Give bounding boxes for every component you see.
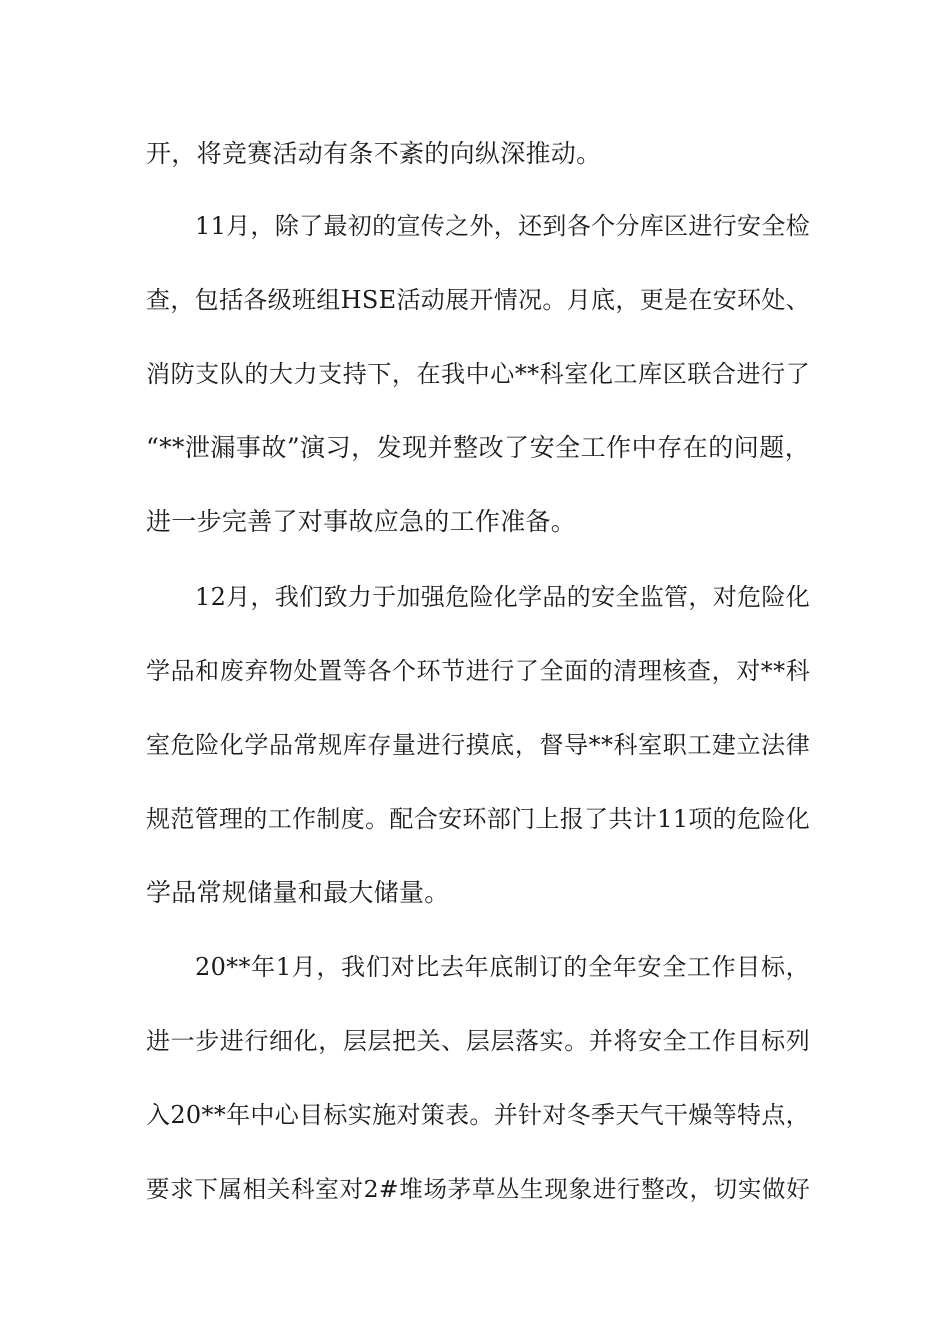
text-line: 20**年1月，我们对比去年底制订的全年安全工作目标，	[195, 953, 810, 981]
text-line: 入20**年中心目标实施对策表。并针对冬季天气干燥等特点，	[146, 1101, 810, 1129]
text-line: 消防支队的大力支持下，在我中心**科室化工库区联合进行了	[146, 360, 810, 388]
text-line: 开，将竞赛活动有条不紊的向纵深推动。	[146, 139, 602, 168]
text-line: 进一步进行细化，层层把关、层层落实。并将安全工作目标列	[146, 1027, 810, 1055]
text-line: 11月，除了最初的宣传之外，还到各个分库区进行安全检	[195, 212, 810, 240]
text-line: 要求下属相关科室对2#堆场茅草丛生现象进行整改，切实做好	[146, 1175, 810, 1203]
text-line: 室危险化学品常规库存量进行摸底，督导**科室职工建立法律	[146, 731, 810, 759]
text-line: “**泄漏事故”演习，发现并整改了安全工作中存在的问题，	[146, 433, 810, 462]
text-line: 规范管理的工作制度。配合安环部门上报了共计11项的危险化	[146, 805, 810, 833]
text-line: 学品常规储量和最大储量。	[146, 878, 450, 907]
text-line: 学品和废弃物处置等各个环节进行了全面的清理核查，对**科	[146, 657, 810, 685]
text-line: 查，包括各级班组HSE活动展开情况。月底，更是在安环处、	[146, 286, 810, 314]
text-line: 12月，我们致力于加强危险化学品的安全监管，对危险化	[195, 583, 810, 611]
text-line: 进一步完善了对事故应急的工作准备。	[146, 507, 577, 536]
